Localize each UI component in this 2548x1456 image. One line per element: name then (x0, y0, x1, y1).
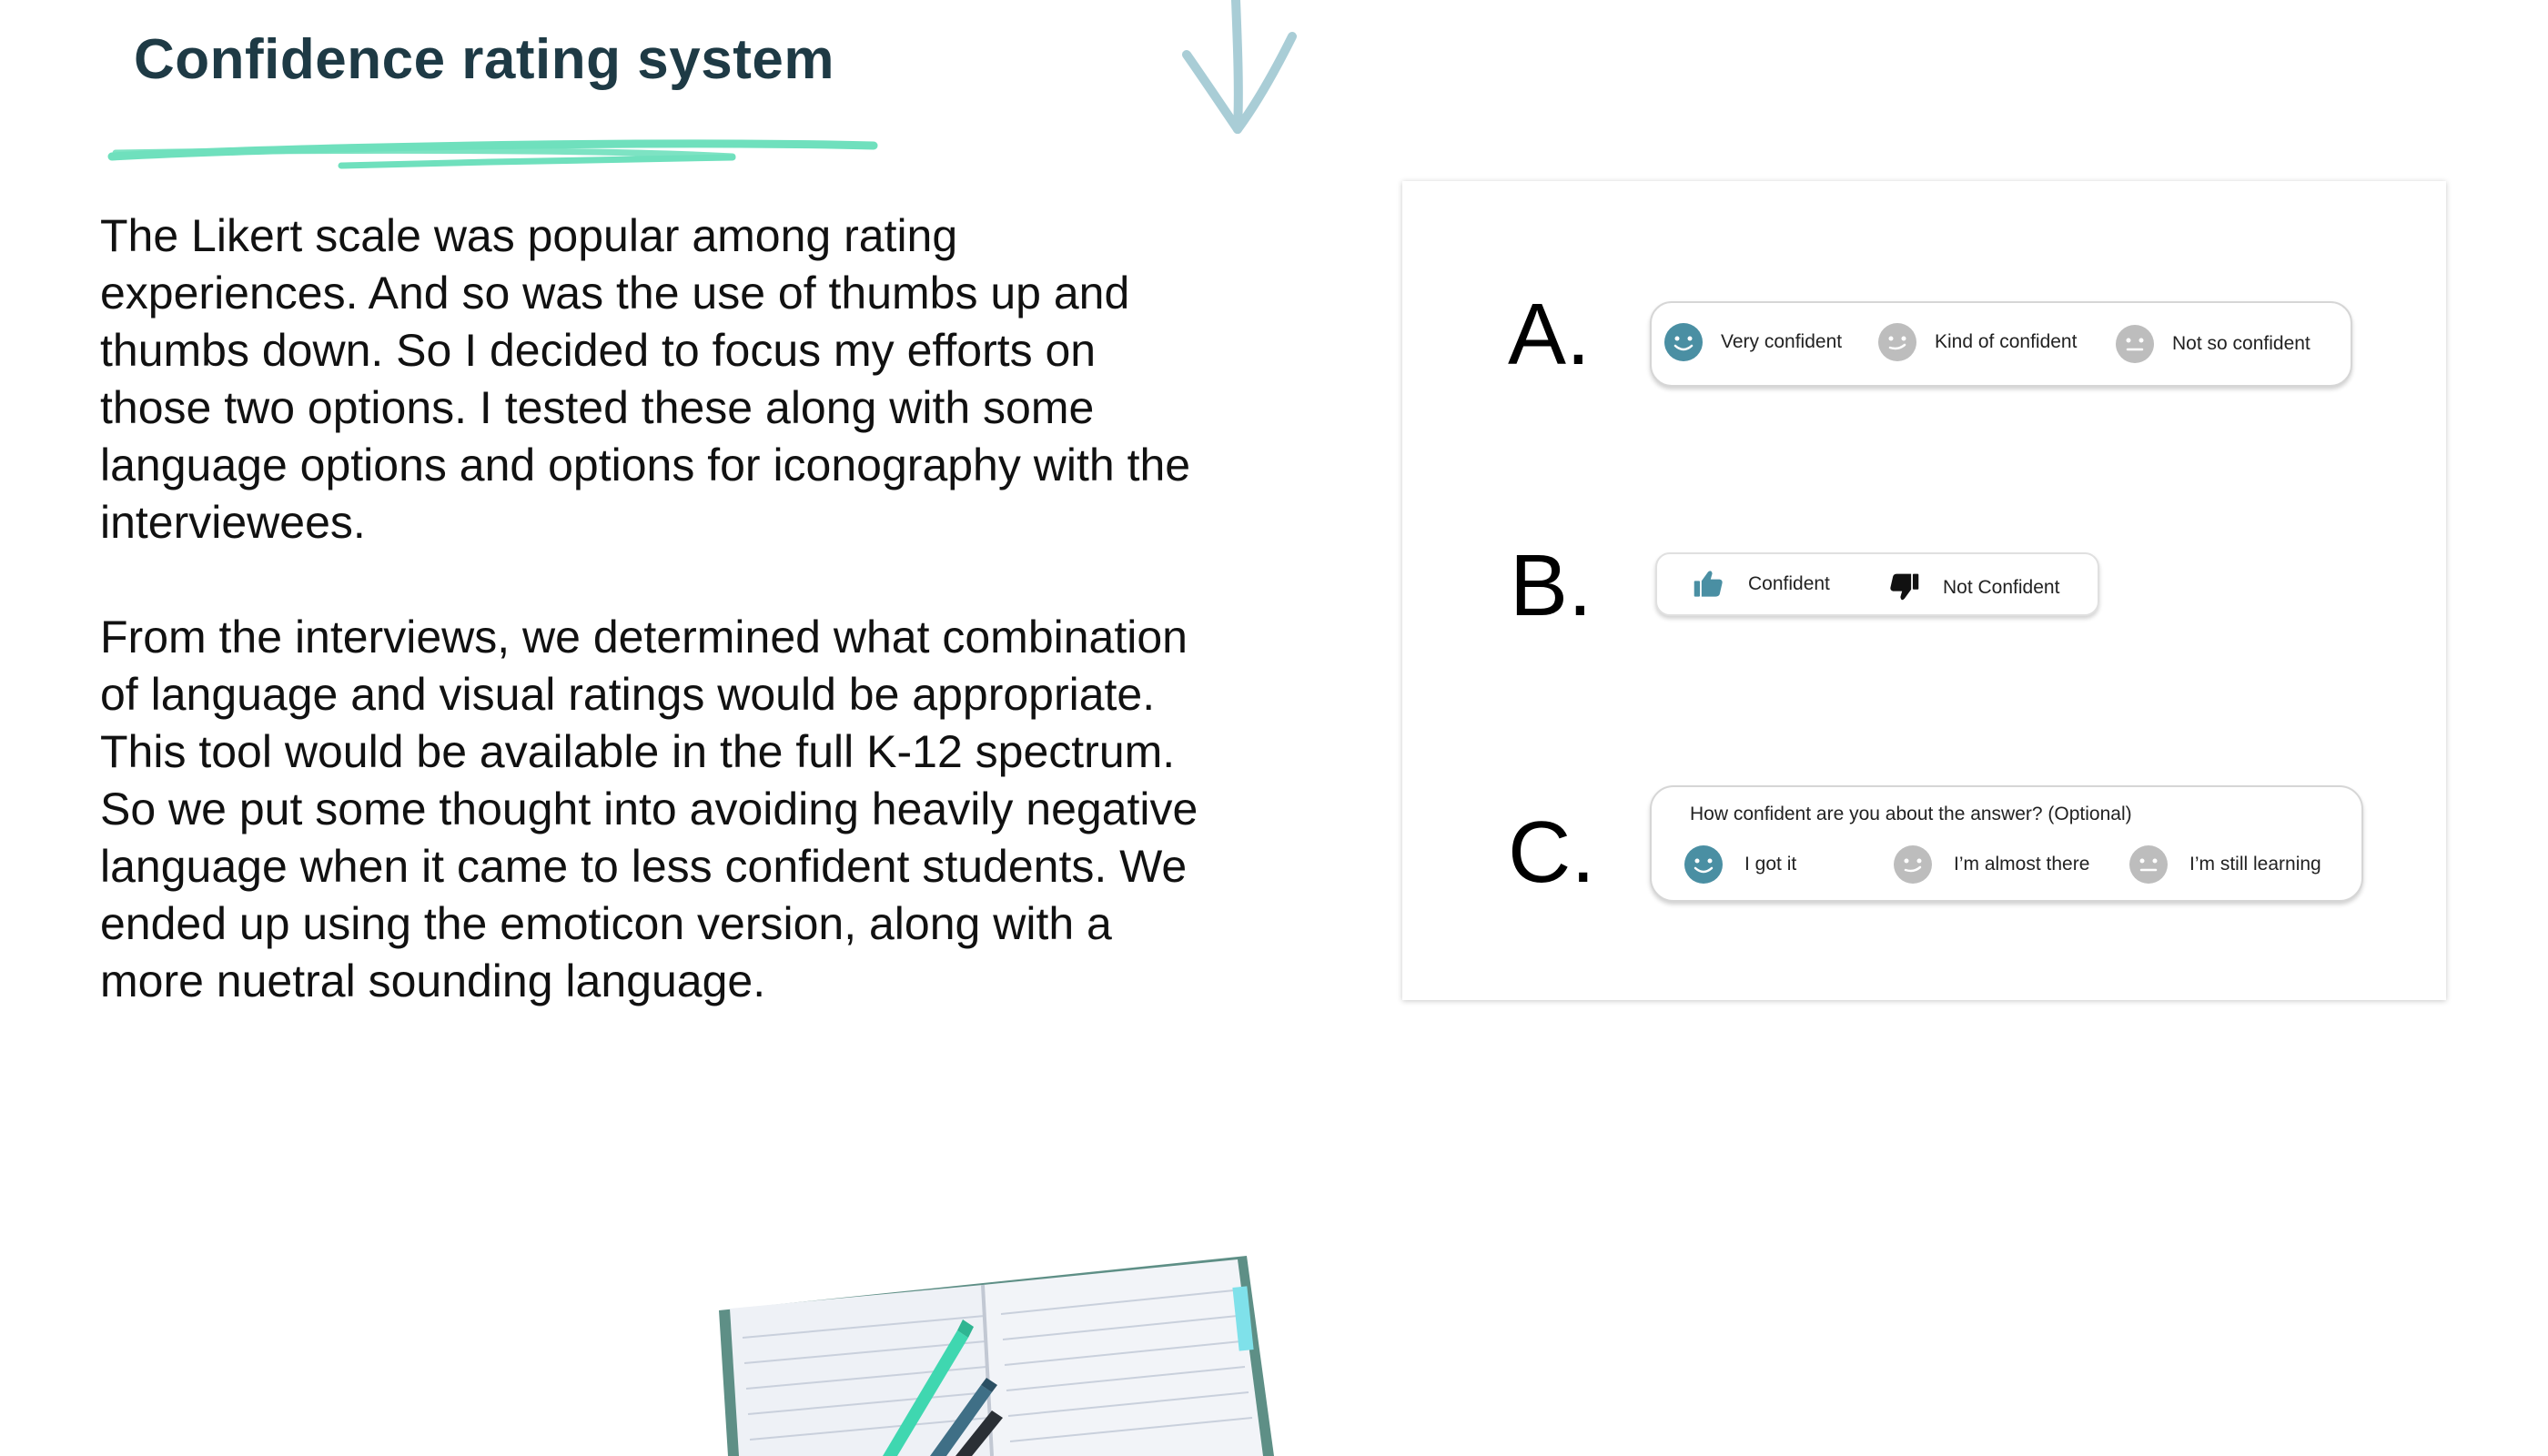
option-label: Confident (1748, 573, 1830, 594)
half-smile-face-icon (1878, 323, 1916, 361)
option-label: I’m still learning (2189, 854, 2321, 875)
option-a-very-confident[interactable] (1664, 323, 1842, 361)
option-a-letter: A. (1508, 286, 1591, 383)
smile-face-icon (1684, 845, 1723, 884)
neutral-face-icon (2116, 325, 2154, 363)
arrow-down-icon (1174, 0, 1301, 146)
option-label: Kind of confident (1935, 331, 2078, 352)
rating-question: How confident are you about the answer? (Optional) (1690, 804, 2132, 824)
option-label: I got it (1744, 854, 1797, 875)
option-a-rating-bar (1650, 301, 2352, 387)
options-card (1402, 181, 2446, 1000)
option-b-not-confident[interactable] (1886, 571, 2059, 605)
option-b-confident[interactable] (1692, 567, 1830, 602)
option-c-letter: C. (1508, 804, 1595, 901)
paragraph-2: From the interviews, we determined what combination of language and visual ratings would be appropriate. This tool would be available in the full K-12 spectrum. So we put some thought into avoiding heavily negative language when it came to less confident students. We ended up using the emoticon version, along with a more nuetral sounding language. (100, 612, 1198, 1006)
option-b-letter: B. (1510, 537, 1592, 634)
option-label: Very confident (1721, 331, 1843, 352)
option-c-still-learning[interactable] (2129, 845, 2321, 884)
option-label: Not so confident (2172, 333, 2310, 354)
body-text (100, 207, 1210, 1067)
paragraph-1: The Likert scale was popular among rating experiences. And so was the use of thumbs up and thumbs down. So I decided to focus my efforts on those two options. I tested these along with some language options and options for iconography with the interviewees. (100, 210, 1191, 548)
option-c-almost-there[interactable] (1894, 845, 2089, 884)
page-title: Confidence rating system (134, 28, 834, 91)
thumbs-up-icon (1692, 567, 1726, 602)
option-label: I’m almost there (1954, 854, 2090, 875)
notebook-illustration (719, 1247, 1283, 1456)
title-underline (105, 129, 905, 175)
option-a-not-so-confident[interactable] (2116, 325, 2310, 363)
thumbs-down-icon (1886, 571, 1921, 605)
option-a-kind-of-confident[interactable] (1878, 323, 2077, 361)
neutral-face-icon (2129, 845, 2168, 884)
option-c-rating-bar (1650, 785, 2363, 902)
option-b-rating-bar (1655, 552, 2099, 616)
option-label: Not Confident (1943, 577, 2060, 598)
half-smile-face-icon (1894, 845, 1932, 884)
smile-face-icon (1664, 323, 1703, 361)
option-c-got-it[interactable] (1684, 845, 1796, 884)
